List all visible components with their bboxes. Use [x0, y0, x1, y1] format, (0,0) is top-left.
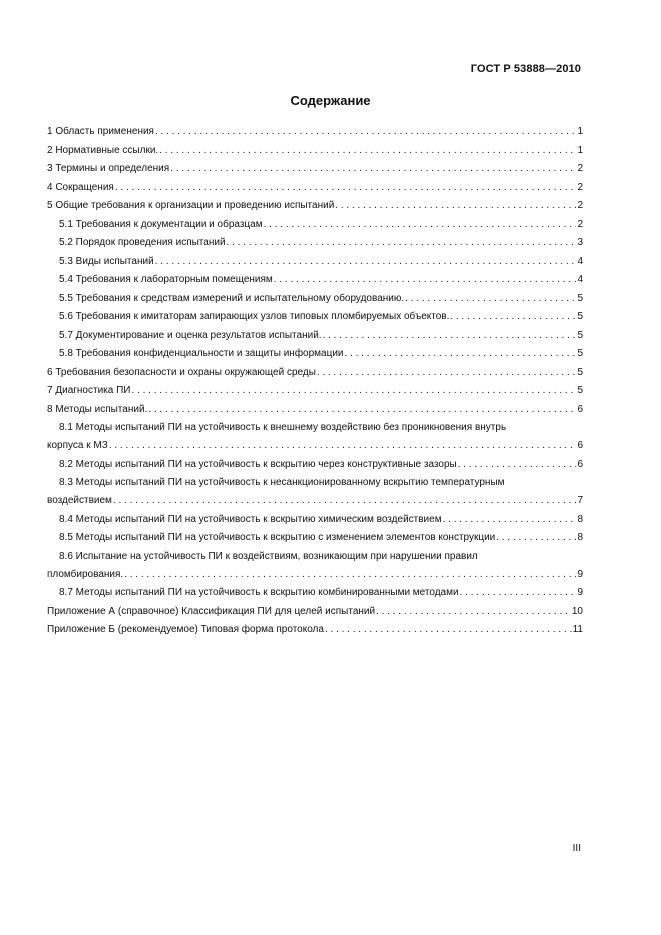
toc-entry[interactable]	[47, 293, 583, 305]
toc-entry-title: 8.4 Методы испытаний ПИ на устойчивость к вскрытию химическим воздействием	[59, 513, 442, 525]
page-title: Содержание	[290, 93, 371, 108]
toc-page-number: 4	[577, 255, 583, 267]
toc-leader-dots	[131, 385, 576, 397]
page-number: III	[572, 843, 581, 854]
toc-entry[interactable]	[47, 587, 583, 599]
toc-leader-dots	[274, 274, 577, 286]
toc-entry-title: 5 Общие требования к организации и проведению испытаний	[47, 200, 335, 211]
toc-leader-dots	[115, 182, 577, 194]
toc-leader-dots	[496, 532, 576, 544]
toc-entry-title: 6 Требования безопасности и охраны окружающей среды	[47, 366, 316, 378]
toc-entry-title: Приложение А (справочное) Классификация ПИ для целей испытаний	[47, 605, 376, 617]
toc-entry[interactable]	[47, 624, 583, 636]
toc-leader-dots	[325, 624, 572, 636]
toc-entry[interactable]	[47, 219, 583, 231]
toc-entry-title: 8.5 Методы испытаний ПИ на устойчивость к вскрытию с изменением элементов конструкции	[59, 532, 496, 543]
toc-entry[interactable]	[47, 367, 583, 379]
toc-page-number: 6	[577, 403, 583, 415]
toc-entry[interactable]	[47, 477, 583, 507]
toc-page-number: 5	[577, 329, 583, 341]
toc-entry-title: 5.8 Требования конфиденциальности и защиты информации	[59, 348, 344, 359]
toc-entry[interactable]	[47, 532, 583, 544]
toc-page-number: 5	[577, 292, 583, 304]
toc-entry[interactable]	[47, 422, 583, 452]
toc-entry[interactable]	[47, 459, 583, 471]
toc-page-number: 5	[577, 385, 583, 396]
toc-page-number: 2	[577, 163, 583, 174]
toc-entry-title: 5.1 Требования к документации и образцам	[59, 218, 263, 230]
toc-entry[interactable]	[47, 256, 583, 268]
toc-entry-title: 8 Методы испытаний.	[47, 403, 148, 415]
toc-page-number: 3	[577, 237, 583, 248]
toc-entry[interactable]	[47, 330, 583, 342]
toc-page-number: 10	[571, 605, 583, 617]
toc-page-number: 7	[577, 495, 583, 506]
toc-entry[interactable]	[47, 274, 583, 286]
toc-entry-title: 7 Диагностика ПИ	[47, 385, 131, 396]
toc-leader-dots	[170, 163, 576, 175]
toc-entry[interactable]	[47, 200, 583, 212]
toc-entry-title-line: 8.3 Методы испытаний ПИ на устойчивость к несанкционированному вскрытию температурным	[59, 477, 505, 488]
toc-leader-dots	[345, 348, 577, 360]
toc-leader-dots	[124, 569, 576, 581]
toc-entry[interactable]	[47, 606, 583, 618]
toc-page-number: 5	[577, 311, 583, 322]
toc-page-number: 2	[577, 181, 583, 193]
toc-entry-title: воздействием	[47, 495, 112, 506]
toc-leader-dots	[458, 459, 577, 471]
toc-entry-title: 3 Термины и определения	[47, 163, 170, 174]
toc-entry[interactable]	[47, 385, 583, 397]
toc-page-number: 1	[577, 126, 583, 137]
toc-entry[interactable]	[47, 311, 583, 323]
toc-page-number: 11	[572, 624, 583, 635]
toc-entry[interactable]	[47, 404, 583, 416]
toc-entry-title: 4 Сокращения	[47, 181, 114, 193]
toc-entry[interactable]	[47, 348, 583, 360]
toc-entry-title: 5.6 Требования к имитаторам запирающих узлов типовых пломбируемых объектов.	[59, 311, 450, 322]
toc-entry-title-line: 8.6 Испытание на устойчивость ПИ к воздействиям, возникающим при нарушении правил	[59, 550, 478, 562]
toc-page-number: 1	[577, 144, 583, 156]
toc-leader-dots	[227, 237, 577, 249]
toc-leader-dots	[113, 495, 577, 507]
toc-leader-dots	[405, 293, 576, 305]
toc-entry-title: 8.2 Методы испытаний ПИ на устойчивость к вскрытию через конструктивные зазоры	[59, 458, 457, 470]
toc-page-number: 2	[577, 200, 583, 211]
toc-leader-dots	[317, 367, 577, 379]
toc-leader-dots	[155, 126, 576, 138]
toc-page-number: 2	[577, 218, 583, 230]
toc-leader-dots	[376, 606, 571, 618]
toc-entry-title: 8.7 Методы испытаний ПИ на устойчивость к вскрытию комбинированными методами	[59, 587, 459, 598]
toc-entry-title: 5.4 Требования к лабораторным помещениям	[59, 274, 273, 285]
toc-entry-title: Приложение Б (рекомендуемое) Типовая форма протокола	[47, 624, 324, 635]
toc-leader-dots	[443, 514, 577, 526]
toc-entry[interactable]	[47, 182, 583, 194]
toc-page-number: 8	[577, 532, 583, 543]
toc-leader-dots	[159, 145, 576, 157]
toc-leader-dots	[148, 404, 576, 416]
toc-entry[interactable]	[47, 126, 583, 138]
toc-entry-title: 2 Нормативные ссылки.	[47, 144, 159, 156]
toc-page-number: 5	[577, 366, 583, 378]
toc-entry[interactable]	[47, 551, 583, 581]
toc-leader-dots	[109, 440, 577, 452]
toc-leader-dots	[335, 200, 576, 212]
toc-leader-dots	[264, 219, 577, 231]
toc-entry-title: 5.3 Виды испытаний	[59, 255, 154, 267]
toc-leader-dots	[450, 311, 576, 323]
toc-page-number: 4	[577, 274, 583, 285]
toc-entry[interactable]	[47, 237, 583, 249]
toc-page-number: 9	[577, 587, 583, 598]
toc-entry[interactable]	[47, 145, 583, 157]
toc-entry-title: 5.5 Требования к средствам измерений и испытательному оборудованию.	[59, 292, 405, 304]
table-of-contents	[47, 126, 583, 636]
toc-leader-dots	[460, 587, 577, 599]
toc-page-number: 5	[577, 348, 583, 359]
toc-entry-title: 1 Область применения	[47, 126, 154, 137]
toc-entry[interactable]	[47, 514, 583, 526]
toc-page-number: 8	[577, 513, 583, 525]
toc-entry-title-line: 8.1 Методы испытаний ПИ на устойчивость к внешнему воздействию без проникновения внутрь	[59, 422, 507, 433]
toc-entry-title: корпуса к МЗ	[47, 440, 108, 451]
toc-page-number: 6	[577, 458, 583, 470]
toc-page-number: 6	[577, 440, 583, 451]
document-standard-id: ГОСТ Р 53888—2010	[470, 63, 581, 75]
toc-page-number: 9	[577, 568, 583, 580]
toc-entry-title: 5.2 Порядок проведения испытаний	[59, 237, 226, 248]
toc-leader-dots	[323, 330, 577, 342]
toc-leader-dots	[155, 256, 577, 268]
toc-entry-title: 5.7 Документирование и оценка результатов испытаний.	[59, 329, 322, 341]
toc-entry-title: пломбирования.	[47, 568, 124, 580]
toc-entry[interactable]	[47, 163, 583, 175]
